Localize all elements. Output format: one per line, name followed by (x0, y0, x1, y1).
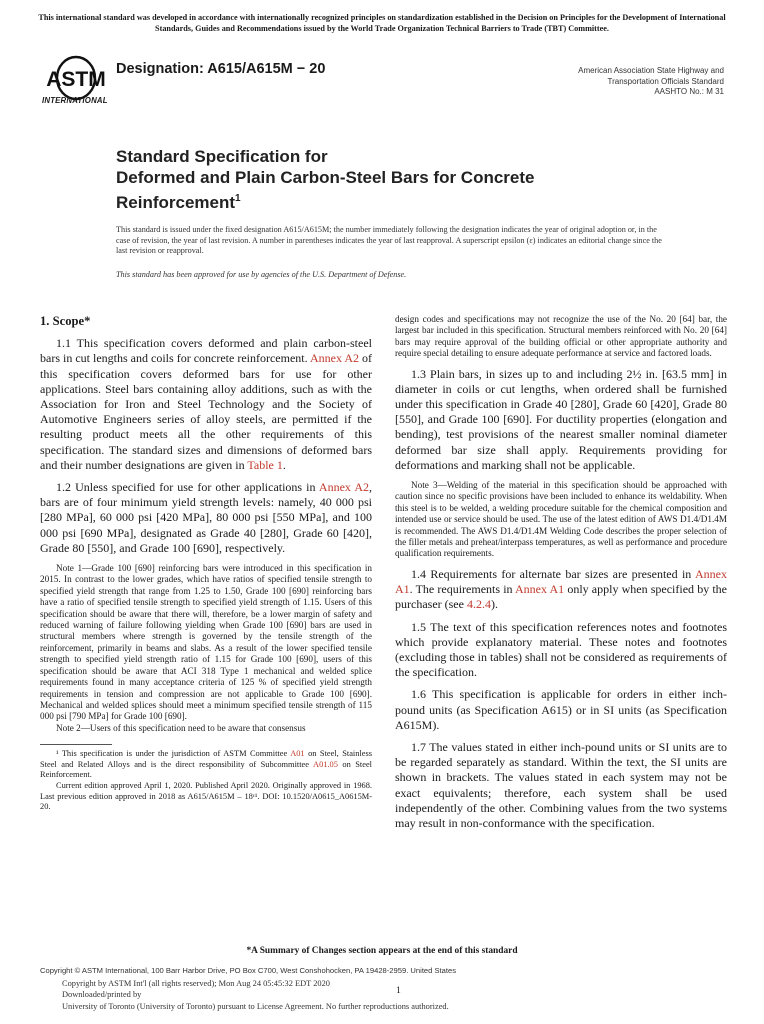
paragraph-1-4 (395, 567, 727, 613)
aashto-line-2: Transportation Officials Standard (607, 76, 724, 86)
page-number: 1 (396, 985, 401, 996)
download-notice (62, 978, 449, 1012)
title-line-1: Standard Specification for (116, 147, 328, 166)
download-line-2: Downloaded/printed by (62, 990, 142, 1000)
logo-international-text: INTERNATIONAL (42, 96, 108, 105)
fn1-text-a: ¹ This specification is under the jurisdiction of ASTM Committee (56, 749, 291, 759)
note-2: Note 2—Users of this specification need to be aware that consensus (56, 722, 306, 733)
title-line-3 (116, 188, 676, 213)
note-1: Note 1—Grade 100 [690] reinforcing bars were introduced in this specification in 2015. In contrast to the lower grades, which have ratios of specified tensile strength to specified yield strength that range from 1.25 to 1.50, Grade 100 [690] reinforcing bars have a ratio of specified tensile strength to specified yield strength of 1.15. Users of this specification should be aware that there will, therefore, be a lower margin of safety and reduced warning of failure following yielding when Grade 100 [690] bars are used in structural members where strength is governed by the tensile strength of the reinforcement, primarily in beams and slabs. As a result of the lower specified tensile strength to specified yield strength ratio of 1.15 for Grade 100 [690], users of this specification should be aware that ACI 318 Type 1 mechanical and welded splice requirements found in many acceptance criteria of 125 % of specified yield strength requirements in tension and compression are not applicable to Grade 100 [690]. Mechanical and welded splices should meet a minimum specified tensile strength of 115 000 psi [790 MPa] for Grade 100 [690]. (40, 563, 372, 722)
note-2-continued: design codes and specifications may not recognize the use of the No. 20 [64] bar, the largest bar included in this specification. Structural members reinforced with No. 20 [64] bars may require approval of the building official or other appropriate authority and require special detailing to ensure adequate performance at service and factored loads. (395, 314, 727, 359)
left-column (40, 314, 372, 813)
standard-intro: This standard is issued under the fixed designation A615/A615M; the number immediately following the designation indicates the year of original adoption or, in the case of revision, the year of last revision. A number in parentheses indicates the year of last reapproval. A superscript epsilon (ε) indicates an editorial change since the last revision or reapproval. (116, 225, 662, 256)
wto-notice: This international standard was developed in accordance with internationally recognized principles on standardization established in the Decision on Principles for the Development of International Standards, Guides and Recommendations issued by the World Trade Organization Technical Barriers to Trade (TBT) Committee. (38, 13, 726, 33)
paragraph-1-5: 1.5 The text of this specification references notes and footnotes which provide explanatory material. These notes and footnotes (excluding those in tables) shall not be considered as requirements of the specification. (395, 619, 727, 680)
paragraph-1-1 (40, 336, 372, 473)
footnote-divider (40, 744, 112, 745)
download-line-1: Copyright by ASTM Int'l (all rights reserved); Mon Aug 24 05:45:32 EDT 2020 (62, 979, 330, 988)
committee-a01-link[interactable]: A01 (290, 749, 305, 759)
annex-a1-link-2[interactable]: Annex A1 (515, 582, 565, 597)
p11-text-a: 1.1 This specification covers deformed and plain carbon-steel bars in cut lengths and coils for concrete reinforcement. (40, 336, 372, 366)
scope-heading: 1. Scope* (40, 314, 91, 328)
paragraph-1-6: 1.6 This specification is applicable for orders in either inch-pound units (as Specification A615) or in SI units (as Specification A615M). (395, 687, 727, 732)
section-4-2-4-link[interactable]: 4.2.4 (466, 597, 491, 612)
paragraph-1-3: 1.3 Plain bars, in sizes up to and including 2½ in. [63.5 mm] in diameter in coils or cut lengths, when ordered shall be furnished under this specification in Grade 40 [280], Grade 60 [420], Grade 80 [550], and Grade 100 [690]. For ductility properties (elongation and bending), test provisions of the nearest smaller nominal diameter deformed bar size shall apply. Requirements providing for deformations and marking shall not be applicable. (395, 366, 727, 472)
p14-text-a: 1.4 Requirements for alternate bar sizes are presented in (411, 566, 695, 581)
dod-approval: This standard has been approved for use by agencies of the U.S. Department of Defense. (116, 270, 407, 279)
p12-text-b: , bars are of four minimum yield strength levels: namely, 40 000 psi [280 MPa], 60 000 psi [420 MPa], 80 000 psi [550 MPa], and 100 000 psi [690 MPa], designated as Grade 40 [280], Grade 60 [420], Grade 80 [550], and Grade 100 [690], respectively. (40, 480, 372, 555)
note-3: Note 3—Welding of the material in this specification should be approached with caution since no specific provisions have been included to enhance its weldability. When this steel is to be welded, a welding procedure suitable for the chemical composition and intended use or service should be used. The use of the latest edition of AWS D1.4/D1.4M is recommended. The AWS D1.4/D1.4M Welding Code describes the proper selection of the filler metals and preheat/interpass temperatures, as well as performance and procedure qualification requirements. (395, 480, 727, 559)
p11-text-c: . (282, 457, 286, 472)
aashto-line-3: AASHTO No.: M 31 (654, 87, 724, 96)
astm-logo-text: ASTM (46, 68, 106, 91)
copyright-line: Copyright © ASTM International, 100 Barr Harbor Drive, PO Box C700, West Conshohocken, PA 19428-2959. United States (40, 966, 457, 975)
annex-a2-link-2[interactable]: Annex A2 (318, 480, 369, 495)
document-title (116, 146, 676, 213)
title-line-2: Deformed and Plain Carbon-Steel Bars for Concrete (116, 168, 535, 187)
aashto-info (524, 66, 724, 98)
aashto-line-1: American Association State Highway and (578, 66, 724, 75)
p12-text-a: 1.2 Unless specified for use for other applications in (56, 480, 319, 495)
title-footnote-mark: 1 (235, 193, 241, 204)
designation: Designation: A615/A615M − 20 (116, 61, 326, 77)
right-column (395, 314, 727, 831)
p14-text-c: only apply when specified by the purchaser (see (395, 582, 728, 612)
table-1-link[interactable]: Table 1 (247, 457, 283, 472)
title-line-3-text: Reinforcement (116, 193, 236, 212)
fn1-text-c: on Steel Reinforcement. (40, 759, 372, 780)
fn1-text-b: on Steel, Stainless Steel and Related Alloys and is the direct responsibility of Subcommittee (40, 749, 372, 769)
summary-of-changes-note: *A Summary of Changes section appears at the end of this standard (246, 946, 518, 956)
paragraph-1-7: 1.7 The values stated in either inch-pound units or SI units are to be regarded separately as standard. Within the text, the SI units are shown in brackets. The values stated in each system may not be exact equivalents; therefore, each system shall be used independently of the other. Combining values from the two systems may result in non-conformance with the specification. (395, 739, 727, 830)
p14-text-b: . The requirements in (409, 582, 516, 597)
paragraph-1-2 (40, 480, 372, 556)
p11-text-b: of this specification covers deformed bars for use for other applications. Steel bars containing alloy additions, such as with the Association for Iron and Steel Technology and the Society of Automotive Engineers series of alloy steels, are permitted if the resulting product meets all the other requirements of this specification. The standard sizes and dimensions of deformed bars and their number designations are given in (40, 351, 373, 472)
footnote-edition: Current edition approved April 1, 2020. Published April 2020. Originally approved in 1968. Last previous edition approved in 2018 as A615/A615M – 18ᵋ¹. DOI: 10.1520/A0615_A0615M-20. (40, 780, 372, 812)
footnote-1 (40, 749, 372, 781)
download-line-3: University of Toronto (University of Toronto) pursuant to License Agreement. No further reproductions authorized. (62, 1001, 449, 1011)
annex-a1-link[interactable]: Annex A1 (395, 566, 727, 597)
p14-text-d: ). (490, 597, 498, 612)
subcommittee-a0105-link[interactable]: A01.05 (313, 759, 338, 769)
annex-a2-link[interactable]: Annex A2 (309, 351, 359, 366)
